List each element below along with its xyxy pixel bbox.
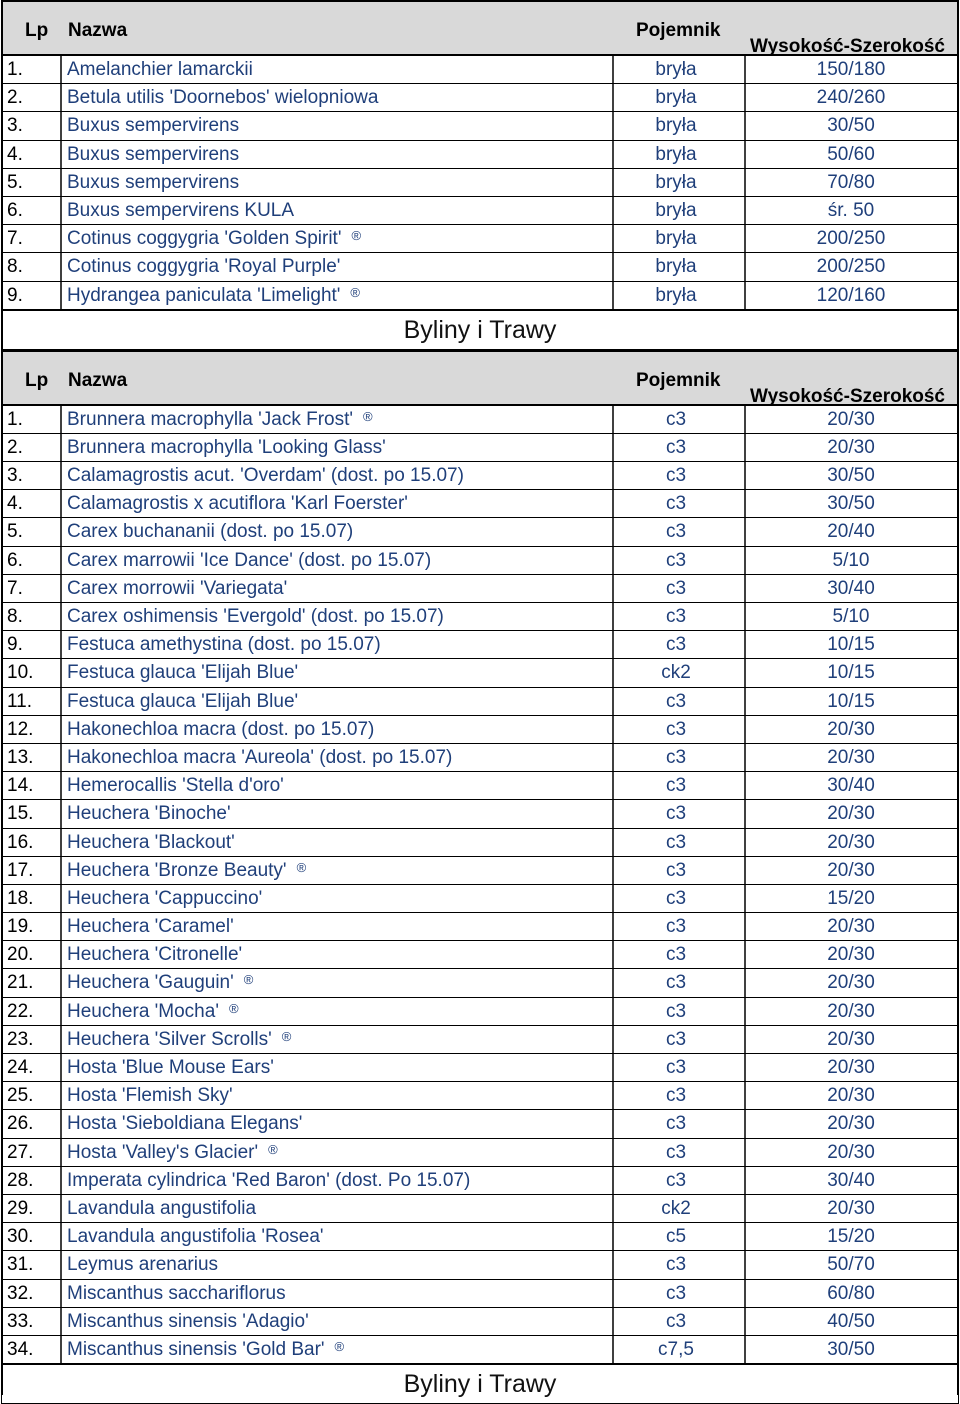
row-wymiar: 20/30	[827, 1000, 875, 1022]
row-pojemnik: c3	[665, 1310, 687, 1332]
section-title	[1, 310, 959, 350]
row-lp: 13.	[7, 746, 34, 768]
row-lp: 7.	[7, 228, 23, 250]
row-wymiar: 40/50	[827, 1310, 875, 1332]
row-name: Betula utilis 'Doornebos' wielopniowa	[67, 87, 379, 109]
table-row	[1, 112, 959, 140]
row-name: Buxus sempervirens	[67, 171, 240, 193]
table-row	[1, 603, 959, 631]
table-row	[1, 141, 959, 169]
row-pojemnik: c3	[665, 1169, 687, 1191]
row-name: Hemerocallis 'Stella d'oro'	[67, 775, 284, 797]
row-name: Lavandula angustifolia 'Rosea'	[67, 1226, 324, 1248]
row-name: Calamagrostis acut. 'Overdam' (dost. po 15.07)	[67, 465, 464, 487]
table-header	[1, 0, 959, 56]
row-wymiar: 20/30	[827, 1141, 875, 1163]
row-name: Miscanthus sinensis 'Gold Bar' ®	[67, 1338, 345, 1360]
registered-mark: ®	[363, 408, 373, 424]
row-wymiar: 20/30	[827, 831, 875, 853]
table-row	[1, 56, 959, 84]
row-pojemnik: c3	[665, 606, 687, 627]
row-lp: 8.	[7, 606, 23, 627]
row-pojemnik: bryła	[655, 59, 697, 80]
table-row	[1, 772, 959, 800]
row-lp: 1.	[7, 408, 23, 430]
row-wymiar: 200/250	[816, 256, 886, 278]
row-lp: 30.	[7, 1226, 34, 1248]
row-name: Carex morrowii 'Variegata'	[67, 577, 288, 599]
table-row	[1, 969, 959, 997]
table-row	[1, 462, 959, 490]
row-pojemnik: c3	[665, 465, 687, 487]
row-name: Heuchera 'Citronelle'	[67, 944, 243, 966]
row-wymiar: 20/30	[827, 1057, 875, 1078]
row-pojemnik: c3	[665, 1085, 687, 1107]
table-row	[1, 225, 959, 253]
row-pojemnik: bryła	[655, 115, 697, 137]
table-row	[1, 716, 959, 744]
row-lp: 22.	[7, 1000, 34, 1022]
row-name: Heuchera 'Cappuccino'	[67, 887, 263, 909]
table-row	[1, 941, 959, 969]
row-wymiar: 20/30	[827, 859, 875, 881]
row-name: Carex oshimensis 'Evergold' (dost. po 15.07)	[67, 606, 444, 627]
table-row	[1, 1054, 959, 1082]
row-lp: 5.	[7, 521, 23, 543]
row-pojemnik: c3	[665, 859, 687, 881]
table-row	[1, 913, 959, 941]
row-pojemnik: c7,5	[658, 1338, 694, 1360]
table-row	[1, 659, 959, 687]
row-pojemnik: c3	[665, 775, 687, 797]
row-name: Heuchera 'Blackout'	[67, 831, 235, 853]
row-lp: 17.	[7, 859, 34, 881]
row-wymiar: 20/30	[827, 1197, 875, 1219]
row-pojemnik: bryła	[655, 228, 697, 250]
row-lp: 8.	[7, 256, 23, 278]
row-wymiar: 20/30	[827, 803, 875, 825]
row-wymiar: 20/30	[827, 408, 875, 430]
registered-mark: ®	[334, 1338, 345, 1354]
row-lp: 32.	[7, 1282, 34, 1304]
row-lp: 14.	[7, 775, 34, 797]
row-lp: 27.	[7, 1141, 34, 1163]
row-lp: 3.	[7, 115, 23, 137]
row-lp: 24.	[7, 1057, 34, 1078]
row-wymiar: 10/15	[827, 662, 875, 684]
table-row	[1, 1195, 959, 1223]
row-name: Brunnera macrophylla 'Looking Glass'	[67, 436, 386, 458]
row-wymiar: 15/20	[827, 887, 875, 909]
row-wymiar: 10/15	[827, 690, 875, 712]
row-name: Heuchera 'Mocha' ®	[67, 1000, 239, 1022]
table-row	[1, 688, 959, 716]
row-wymiar: 20/30	[827, 718, 875, 740]
row-name: Cotinus coggygria 'Golden Spirit' ®	[67, 228, 362, 250]
row-pojemnik: bryła	[655, 143, 697, 165]
row-lp: 7.	[7, 577, 23, 599]
row-lp: 6.	[7, 549, 23, 571]
row-lp: 3.	[7, 465, 23, 487]
row-name: Hakonechloa macra (dost. po 15.07)	[67, 718, 375, 740]
row-wymiar: 30/50	[827, 493, 875, 515]
row-name: Festuca glauca 'Elijah Blue'	[67, 662, 299, 684]
row-name: Miscanthus sinensis 'Adagio'	[67, 1310, 309, 1332]
row-pojemnik: c3	[665, 972, 687, 994]
row-pojemnik: bryła	[655, 171, 697, 193]
row-lp: 15.	[7, 803, 34, 825]
row-wymiar: 20/30	[827, 1113, 875, 1135]
row-pojemnik: c3	[665, 1113, 687, 1135]
registered-mark: ®	[350, 284, 361, 300]
row-lp: 23.	[7, 1028, 34, 1050]
row-pojemnik: c3	[665, 634, 687, 656]
row-wymiar: 5/10	[832, 606, 870, 627]
row-lp: 29.	[7, 1197, 34, 1219]
table-row	[1, 885, 959, 913]
row-wymiar: 30/40	[827, 775, 875, 797]
row-wymiar: 20/30	[827, 944, 875, 966]
table-row	[1, 800, 959, 828]
row-lp: 16.	[7, 831, 34, 853]
footer-section-title-text: Byliny i Trawy	[403, 1370, 557, 1399]
header-nazwa: Nazwa	[68, 369, 128, 391]
table-row	[1, 1082, 959, 1110]
table-row	[1, 1308, 959, 1336]
row-pojemnik: c3	[665, 944, 687, 966]
row-wymiar: 50/60	[827, 143, 875, 165]
row-lp: 2.	[7, 436, 23, 458]
row-name: Festuca glauca 'Elijah Blue'	[67, 690, 299, 712]
row-name: Hydrangea paniculata 'Limelight' ®	[67, 284, 361, 306]
row-lp: 4.	[7, 143, 23, 165]
table-row	[1, 1223, 959, 1251]
table-row	[1, 1336, 959, 1364]
row-wymiar: 30/40	[827, 1169, 875, 1191]
row-pojemnik: c3	[665, 803, 687, 825]
table-row	[1, 547, 959, 575]
row-wymiar: 20/30	[827, 1085, 875, 1107]
row-lp: 12.	[7, 718, 34, 740]
registered-mark: ®	[351, 228, 362, 244]
table-row	[1, 169, 959, 197]
row-pojemnik: bryła	[655, 199, 697, 221]
registered-mark: ®	[243, 972, 254, 988]
row-pojemnik: c3	[665, 1028, 687, 1050]
header-wymiar: Wysokość-Szerokość	[749, 36, 945, 57]
table-row	[1, 282, 959, 310]
row-name: Cotinus coggygria 'Royal Purple'	[67, 256, 341, 278]
row-wymiar: 20/30	[827, 916, 875, 938]
row-pojemnik: c3	[665, 916, 687, 938]
table-row	[1, 829, 959, 857]
row-pojemnik: c3	[665, 521, 687, 543]
row-wymiar: 120/160	[816, 284, 886, 306]
row-name: Hosta 'Sieboldiana Elegans'	[67, 1113, 303, 1135]
row-wymiar: 20/30	[827, 972, 875, 994]
table-row	[1, 857, 959, 885]
row-pojemnik: ck2	[661, 1197, 691, 1219]
row-lp: 2.	[7, 87, 23, 109]
row-wymiar: 60/80	[827, 1282, 875, 1304]
row-name: Heuchera 'Bronze Beauty' ®	[67, 859, 307, 881]
table-row	[1, 490, 959, 518]
row-lp: 4.	[7, 493, 23, 515]
row-name: Buxus sempervirens	[67, 143, 240, 165]
row-name: Festuca amethystina (dost. po 15.07)	[67, 634, 381, 656]
row-pojemnik: bryła	[655, 284, 697, 306]
row-name: Leymus arenarius	[67, 1254, 219, 1276]
row-name: Calamagrostis x acutiflora 'Karl Foerster'	[67, 493, 408, 515]
row-pojemnik: c3	[665, 1282, 687, 1304]
row-wymiar: 240/260	[816, 87, 886, 109]
table-row	[1, 84, 959, 112]
row-lp: 19.	[7, 916, 34, 938]
row-wymiar: 30/50	[827, 465, 875, 487]
row-name: Brunnera macrophylla 'Jack Frost' ®	[67, 408, 373, 430]
row-pojemnik: ck2	[661, 662, 691, 684]
row-pojemnik: c3	[665, 1141, 687, 1163]
table-header-2	[1, 350, 959, 406]
footer-section-title	[1, 1364, 959, 1404]
registered-mark: ®	[228, 1000, 239, 1016]
table-row	[1, 1139, 959, 1167]
table-row	[1, 1280, 959, 1308]
table-row	[1, 575, 959, 603]
row-lp: 31.	[7, 1254, 34, 1276]
row-pojemnik: c3	[665, 746, 687, 768]
row-name: Carex buchananii (dost. po 15.07)	[67, 521, 354, 543]
row-lp: 6.	[7, 199, 23, 221]
row-name: Amelanchier lamarckii	[67, 59, 253, 80]
table-row	[1, 998, 959, 1026]
row-name: Miscanthus sacchariflorus	[67, 1282, 286, 1304]
row-pojemnik: c3	[665, 408, 687, 430]
row-name: Hosta 'Flemish Sky'	[67, 1085, 233, 1107]
row-lp: 1.	[7, 59, 23, 80]
row-name: Heuchera 'Silver Scrolls' ®	[67, 1028, 292, 1050]
row-wymiar: śr. 50	[827, 199, 875, 221]
row-pojemnik: c3	[665, 549, 687, 571]
row-wymiar: 10/15	[827, 634, 875, 656]
table-row	[1, 1110, 959, 1138]
header-wymiar: Wysokość-Szerokość	[749, 385, 945, 407]
row-pojemnik: c3	[665, 690, 687, 712]
table-row	[1, 406, 959, 434]
row-name: Imperata cylindrica 'Red Baron' (dost. Po 15.07)	[67, 1169, 471, 1191]
table-row	[1, 1026, 959, 1054]
section-2-rows	[1, 406, 959, 1364]
table-row	[1, 744, 959, 772]
table-row	[1, 197, 959, 225]
row-name: Buxus sempervirens KULA	[67, 199, 295, 221]
row-wymiar: 20/30	[827, 436, 875, 458]
table-row	[1, 1167, 959, 1195]
row-wymiar: 30/50	[827, 1338, 875, 1360]
registered-mark: ®	[268, 1141, 278, 1157]
row-pojemnik: c3	[665, 1254, 687, 1276]
row-lp: 5.	[7, 171, 23, 193]
row-wymiar: 50/70	[827, 1254, 875, 1276]
header-nazwa: Nazwa	[68, 20, 128, 41]
row-pojemnik: c3	[665, 577, 687, 599]
table-row	[1, 253, 959, 281]
plant-price-list-sheet	[1, 0, 959, 1404]
row-wymiar: 200/250	[816, 228, 886, 250]
row-name: Hosta 'Valley's Glacier' ®	[67, 1141, 278, 1163]
row-lp: 9.	[7, 284, 23, 306]
row-lp: 11.	[7, 690, 33, 712]
row-lp: 25.	[7, 1085, 34, 1107]
row-name: Hosta 'Blue Mouse Ears'	[67, 1057, 274, 1078]
section-1-rows	[1, 56, 959, 310]
table-row	[1, 434, 959, 462]
row-lp: 26.	[7, 1113, 34, 1135]
table-row	[1, 1251, 959, 1279]
row-pojemnik: c3	[665, 831, 687, 853]
row-lp: 10.	[7, 662, 34, 684]
row-pojemnik: c3	[665, 493, 687, 515]
row-lp: 21.	[7, 972, 34, 994]
row-wymiar: 5/10	[832, 549, 870, 571]
row-lp: 33.	[7, 1310, 34, 1332]
row-pojemnik: bryła	[655, 256, 697, 278]
row-pojemnik: c3	[665, 718, 687, 740]
row-wymiar: 20/40	[827, 521, 875, 543]
row-wymiar: 70/80	[827, 171, 875, 193]
row-name: Buxus sempervirens	[67, 115, 240, 137]
registered-mark: ®	[296, 859, 307, 875]
row-lp: 9.	[7, 634, 23, 656]
row-name: Heuchera 'Caramel'	[67, 916, 234, 938]
table-row	[1, 518, 959, 546]
row-wymiar: 30/40	[827, 577, 875, 599]
header-lp: Lp	[25, 20, 49, 41]
row-name: Heuchera 'Gauguin' ®	[67, 972, 254, 994]
row-wymiar: 20/30	[827, 746, 875, 768]
registered-mark: ®	[281, 1028, 292, 1044]
row-pojemnik: bryła	[655, 87, 697, 109]
row-pojemnik: c3	[665, 1057, 687, 1078]
header-pojemnik: Pojemnik	[636, 369, 721, 391]
row-lp: 28.	[7, 1169, 34, 1191]
row-wymiar: 15/20	[827, 1226, 875, 1248]
row-wymiar: 150/180	[816, 59, 886, 80]
row-name: Heuchera 'Binoche'	[67, 803, 231, 825]
row-wymiar: 20/30	[827, 1028, 875, 1050]
row-pojemnik: c3	[665, 436, 687, 458]
row-lp: 20.	[7, 944, 34, 966]
table-row	[1, 631, 959, 659]
row-pojemnik: c3	[665, 1000, 687, 1022]
row-pojemnik: c3	[665, 887, 687, 909]
row-pojemnik: c5	[665, 1226, 687, 1248]
row-wymiar: 30/50	[827, 115, 875, 137]
row-name: Hakonechloa macra 'Aureola' (dost. po 15.07)	[67, 746, 453, 768]
row-lp: 18.	[7, 887, 34, 909]
header-pojemnik: Pojemnik	[636, 20, 721, 41]
section-title-text: Byliny i Trawy	[403, 315, 557, 344]
row-name: Carex marrowii 'Ice Dance' (dost. po 15.07)	[67, 549, 432, 571]
header-lp: Lp	[25, 369, 49, 391]
row-lp: 34.	[7, 1338, 34, 1360]
row-name: Lavandula angustifolia	[67, 1197, 257, 1219]
